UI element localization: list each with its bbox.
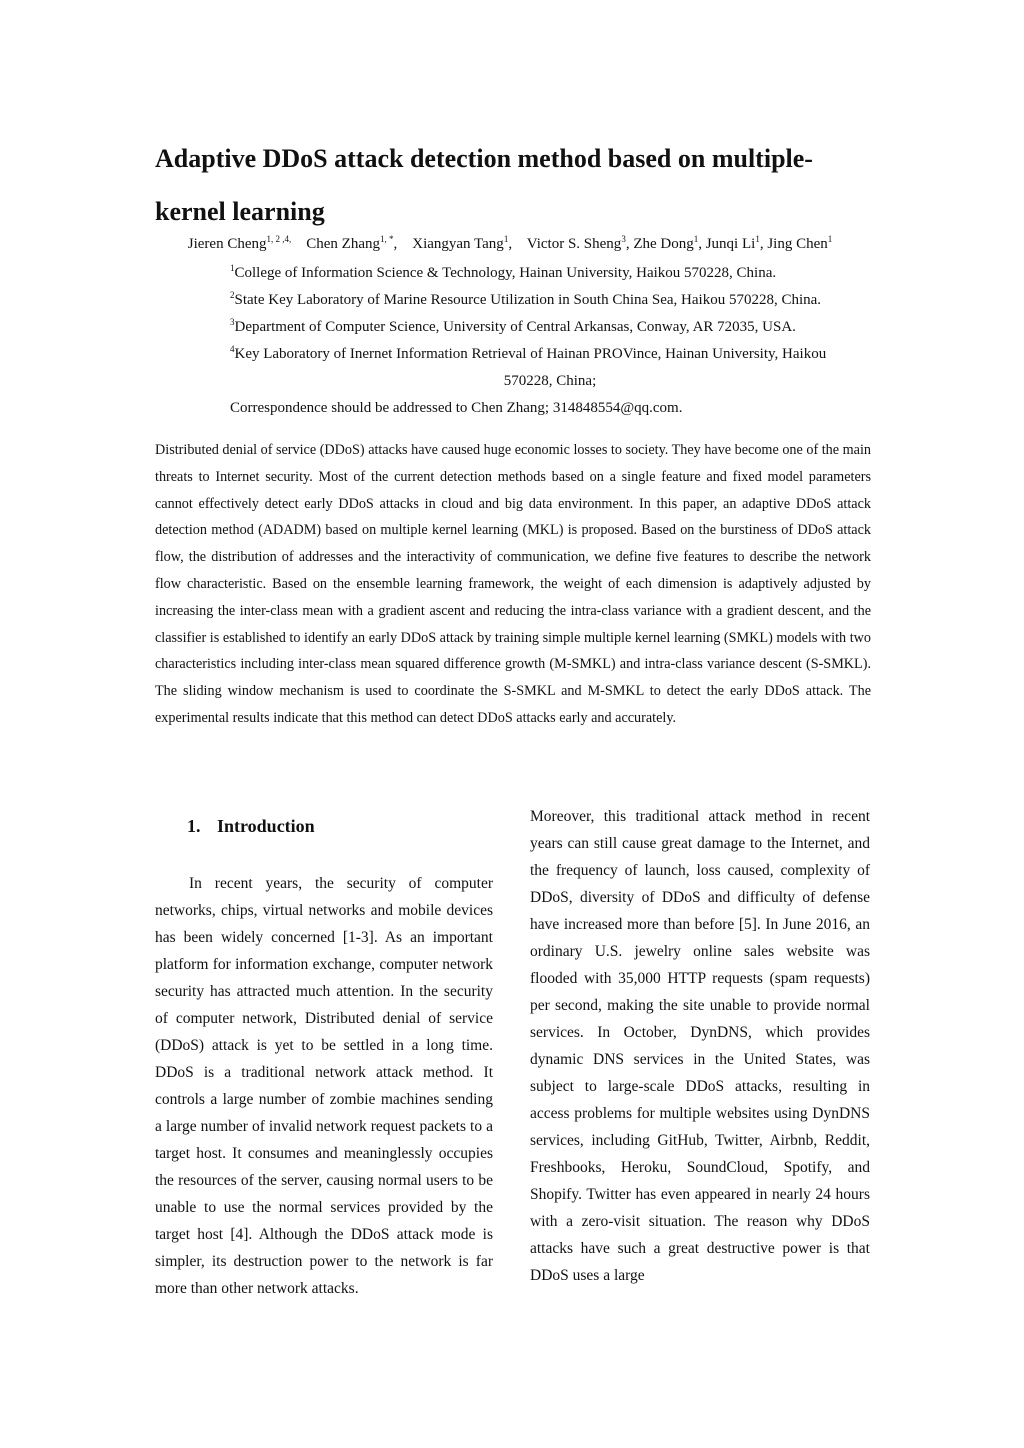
section-heading bbox=[187, 810, 493, 842]
affiliation-mark: 1 bbox=[230, 263, 235, 273]
affiliation-text: State Key Laboratory of Marine Resource Utilization in South China Sea, Haikou 570228, China. bbox=[234, 292, 822, 308]
author-name: Jing Chen bbox=[767, 236, 828, 252]
author-name: Xiangyan Tang bbox=[412, 236, 504, 252]
affiliation-text: Key Laboratory of Inernet Information Retrieval of Hainan PROVince, Hainan University, Haikou bbox=[234, 346, 827, 362]
body-paragraph: Moreover, this traditional attack method in recent years can still cause great damage to the Internet, and the frequency of launch, loss caused, complexity of DDoS, diversity of DDoS and difficulty of defense have increased more than before [5]. In June 2016, an ordinary U.S. jewelry online sales website was flooded with 35,000 HTTP requests (spam requests) per second, making the site unable to provide normal services. In October, DynDNS, which provides dynamic DNS services in the United States, was subject to large-scale DDoS attacks, resulting in access problems for multiple websites using DynDNS services, including GitHub, Twitter, Airbnb, Reddit, Freshbooks, Heroku, SoundCloud, Spotify, and Shopify. Twitter has even appeared in nearly 24 hours with a zero-visit situation. The reason why DDoS attacks have such a great destructive power is that DDoS uses a large bbox=[530, 808, 870, 1284]
author-affil-mark: 1 bbox=[503, 234, 509, 244]
author-affil-mark: 1 bbox=[693, 234, 699, 244]
section-number: 1. bbox=[187, 816, 201, 836]
author-name: Jieren Cheng bbox=[187, 236, 267, 252]
affiliation-mark: 2 bbox=[230, 290, 235, 300]
affiliation bbox=[230, 287, 870, 314]
author-name: Victor S. Sheng bbox=[526, 236, 622, 252]
abstract: Distributed denial of service (DDoS) attacks have caused huge economic losses to society. They have become one of the main threats to Internet security. Most of the current detection methods based on a single feature and fixed model parameters cannot effectively detect early DDoS attacks in cloud and big data environment. In this paper, an adaptive DDoS attack detection method (ADADM) based on multiple kernel learning (MKL) is proposed. Based on the burstiness of DDoS attack flow, the distribution of addresses and the interactivity of communication, we define five features to describe the network flow characteristic. Based on the ensemble learning framework, the weight of each dimension is adaptively adjusted by increasing the inter-class mean with a gradient ascent and reducing the intra-class variance with a gradient descent, and the classifier is established to identify an early DDoS attack by training simple multiple kernel learning (SMKL) models with two characteristics including inter-class mean squared difference growth (M-SMKL) and intra-class variance descent (S-SMKL). The sliding window mechanism is used to coordinate the S-SMKL and M-SMKL to detect the early DDoS attack. The experimental results indicate that this method can detect DDoS attacks early and accurately. bbox=[155, 442, 871, 726]
affiliation-list bbox=[230, 260, 870, 422]
left-column bbox=[155, 810, 493, 1302]
affiliation-mark: 3 bbox=[230, 317, 235, 327]
author-name: Junqi Li bbox=[705, 236, 756, 252]
author-affil-mark: 1, * bbox=[379, 234, 394, 244]
author-affil-mark: 3 bbox=[621, 234, 626, 244]
author-name: Zhe Dong bbox=[633, 236, 694, 252]
affiliation-mark: 4 bbox=[230, 344, 235, 354]
author-affil-mark: 1 bbox=[755, 234, 760, 244]
affiliation bbox=[230, 260, 870, 287]
paper-title: Adaptive DDoS attack detection method based on multiple-kernel learning bbox=[155, 144, 813, 226]
correspondence: Correspondence should be addressed to Chen Zhang; 314848554@qq.com. bbox=[230, 400, 683, 416]
author-name: Chen Zhang bbox=[306, 236, 380, 252]
affiliation-text: Department of Computer Science, University of Central Arkansas, Conway, AR 72035, USA. bbox=[234, 319, 796, 335]
body-paragraph: In recent years, the security of computer networks, chips, virtual networks and mobile devices has been widely concerned [1-3]. As an important platform for information exchange, computer network security has attracted much attention. In the security of computer network, Distributed denial of service (DDoS) attack is yet to be settled in a long time. DDoS is a traditional network attack method. It controls a large number of zombie machines sending a large number of invalid network request packets to a target host. It consumes and meaninglessly occupies the resources of the server, causing normal users to be unable to use the normal services provided by the target host [4]. Although the DDoS attack mode is simpler, its destruction power to the network is far more than other network attacks. bbox=[155, 875, 493, 1297]
affiliation bbox=[230, 314, 870, 341]
author-list: Jieren Cheng$^{1, 2 ,4,}$ Chen Zhang$^{1, *}$, Xiangyan Tang$^1$, Victor S. Sheng$^3$, Zhe Dong$^1$, Junqi Li$^1$, Jing Chen$^1$ bbox=[187, 234, 833, 252]
author-affil-mark: 1, 2 ,4, bbox=[266, 234, 292, 244]
affiliation bbox=[230, 341, 870, 395]
author-affil-mark: 1 bbox=[827, 234, 833, 244]
affiliation-continuation: 570228, China; bbox=[503, 373, 597, 389]
section-title: Introduction bbox=[217, 816, 315, 836]
affiliation-text: College of Information Science & Technology, Hainan University, Haikou 570228, China. bbox=[234, 265, 777, 281]
right-column bbox=[530, 803, 870, 1289]
